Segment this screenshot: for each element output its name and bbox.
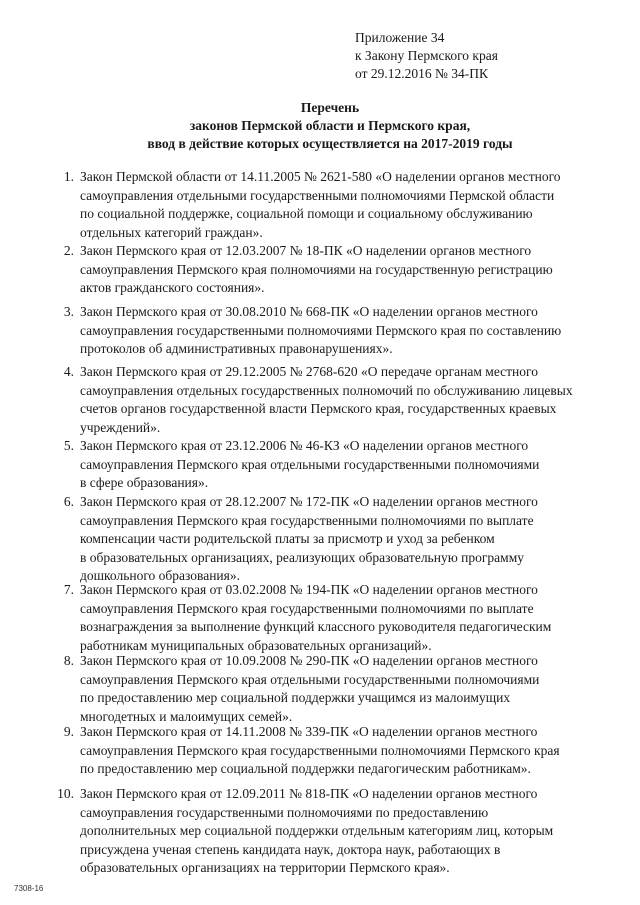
item-line: Закон Пермского края от 12.03.2007 № 18-ПК «О наделении органов местного	[80, 243, 532, 258]
item-number: 2.	[63, 243, 74, 258]
item-text	[80, 437, 600, 493]
item-text	[80, 785, 600, 878]
item-text	[80, 303, 600, 359]
item-line: самоуправления Пермского края государственными полномочиями по выплате	[80, 512, 534, 528]
item-text	[80, 652, 600, 726]
item-number: 8.	[63, 653, 74, 668]
item-line: дополнительных мер социальной поддержки отдельным категориям лиц, которым	[80, 823, 554, 838]
item-number: 4.	[63, 364, 74, 379]
item-line: счетов органов государственной власти Пермского края, государственных краевых	[80, 401, 557, 416]
item-number: 10.	[57, 786, 74, 801]
item-line: работникам муниципальных образовательных организаций».	[80, 637, 432, 653]
item-text	[80, 493, 600, 586]
item-line: Закон Пермского края от 28.12.2007 № 172-ПК «О наделении органов местного	[80, 494, 538, 509]
item-line: Закон Пермского края от 30.08.2010 № 668-ПК «О наделении органов местного	[80, 304, 538, 319]
item-text	[80, 363, 600, 437]
appendix-line: Приложение 34	[355, 30, 445, 45]
item-line: по предоставлению мер социальной поддержки педагогическим работникам».	[80, 761, 531, 776]
item-line: многодетных и малоимущих семей».	[80, 708, 293, 724]
item-line: Закон Пермской области от 14.11.2005 № 2621-580 «О наделении органов местного	[80, 169, 561, 184]
item-number: 1.	[63, 169, 74, 184]
item-line: самоуправления Пермского края отдельными государственными полномочиями	[80, 456, 540, 472]
appendix-line: к Закону Пермского края	[355, 48, 498, 63]
item-text	[80, 168, 600, 242]
item-line: самоуправления государственными полномочиями по предоставлению	[80, 804, 489, 820]
item-number: 9.	[63, 724, 74, 739]
item-number: 3.	[63, 304, 74, 319]
item-line: в образовательных организациях, реализующих образовательную программу	[80, 549, 524, 565]
item-line: Закон Пермского края от 10.09.2008 № 290-ПК «О наделении органов местного	[80, 653, 538, 668]
item-text	[80, 723, 600, 779]
item-line: самоуправления Пермского края государственными полномочиями Пермского края	[80, 742, 560, 758]
item-line: вознаграждения за выполнение функций классного руководителя педагогическим	[80, 619, 552, 634]
item-line: Закон Пермского края от 14.11.2008 № 339-ПК «О наделении органов местного	[80, 724, 538, 739]
item-line: протоколов об административных правонарушениях».	[80, 341, 393, 356]
item-number: 7.	[63, 582, 74, 597]
appendix-header	[355, 29, 498, 83]
item-line: Закон Пермского края от 03.02.2008 № 194-ПК «О наделении органов местного	[80, 582, 538, 597]
item-line: актов гражданского состояния».	[80, 280, 265, 295]
item-line: Закон Пермского края от 29.12.2005 № 2768-620 «О передаче органам местного	[80, 364, 538, 379]
item-line: учреждений».	[80, 419, 161, 435]
appendix-line: от 29.12.2016 № 34-ПК	[355, 66, 488, 81]
title-line: законов Пермской области и Пермского края,	[189, 118, 471, 133]
item-line: самоуправления Пермского края отдельными государственными полномочиями	[80, 671, 540, 687]
title-line: ввод в действие которых осуществляется на 2017-2019 годы	[147, 136, 513, 151]
item-line: самоуправления Пермского края полномочиями на государственную регистрацию	[80, 261, 553, 277]
item-line: по социальной поддержке, социальной помощи и социальному обслуживанию	[80, 206, 533, 221]
item-line: самоуправления отдельных государственных полномочий по обслуживанию лицевых	[80, 382, 573, 398]
item-number: 5.	[63, 438, 74, 453]
document-code: 7308-16	[14, 884, 44, 893]
document-title	[80, 99, 580, 153]
item-line: самоуправления отдельными государственными полномочиями Пермской области	[80, 187, 555, 203]
item-number: 6.	[63, 494, 74, 509]
item-line: отдельных категорий граждан».	[80, 224, 263, 240]
item-line: присуждена ученая степень кандидата наук, доктора наук, работающих в	[80, 841, 501, 857]
item-line: самоуправления Пермского края государственными полномочиями по выплате	[80, 600, 534, 616]
title-line: Перечень	[300, 100, 360, 115]
item-text	[80, 581, 600, 655]
item-text	[80, 242, 600, 298]
item-line: компенсации части родительской платы за присмотр и уход за ребенком	[80, 531, 495, 546]
item-line: в сфере образования».	[80, 475, 209, 490]
item-line: Закон Пермского края от 12.09.2011 № 818-ПК «О наделении органов местного	[80, 786, 538, 801]
item-line: по предоставлению мер социальной поддержки учащимся из малоимущих	[80, 690, 511, 705]
item-line: самоуправления государственными полномочиями Пермского края по составлению	[80, 322, 562, 338]
item-line: дошкольного образования».	[80, 568, 240, 583]
item-line: Закон Пермского края от 23.12.2006 № 46-КЗ «О наделении органов местного	[80, 438, 529, 453]
item-line: образовательных организациях на территории Пермского края».	[80, 860, 450, 875]
